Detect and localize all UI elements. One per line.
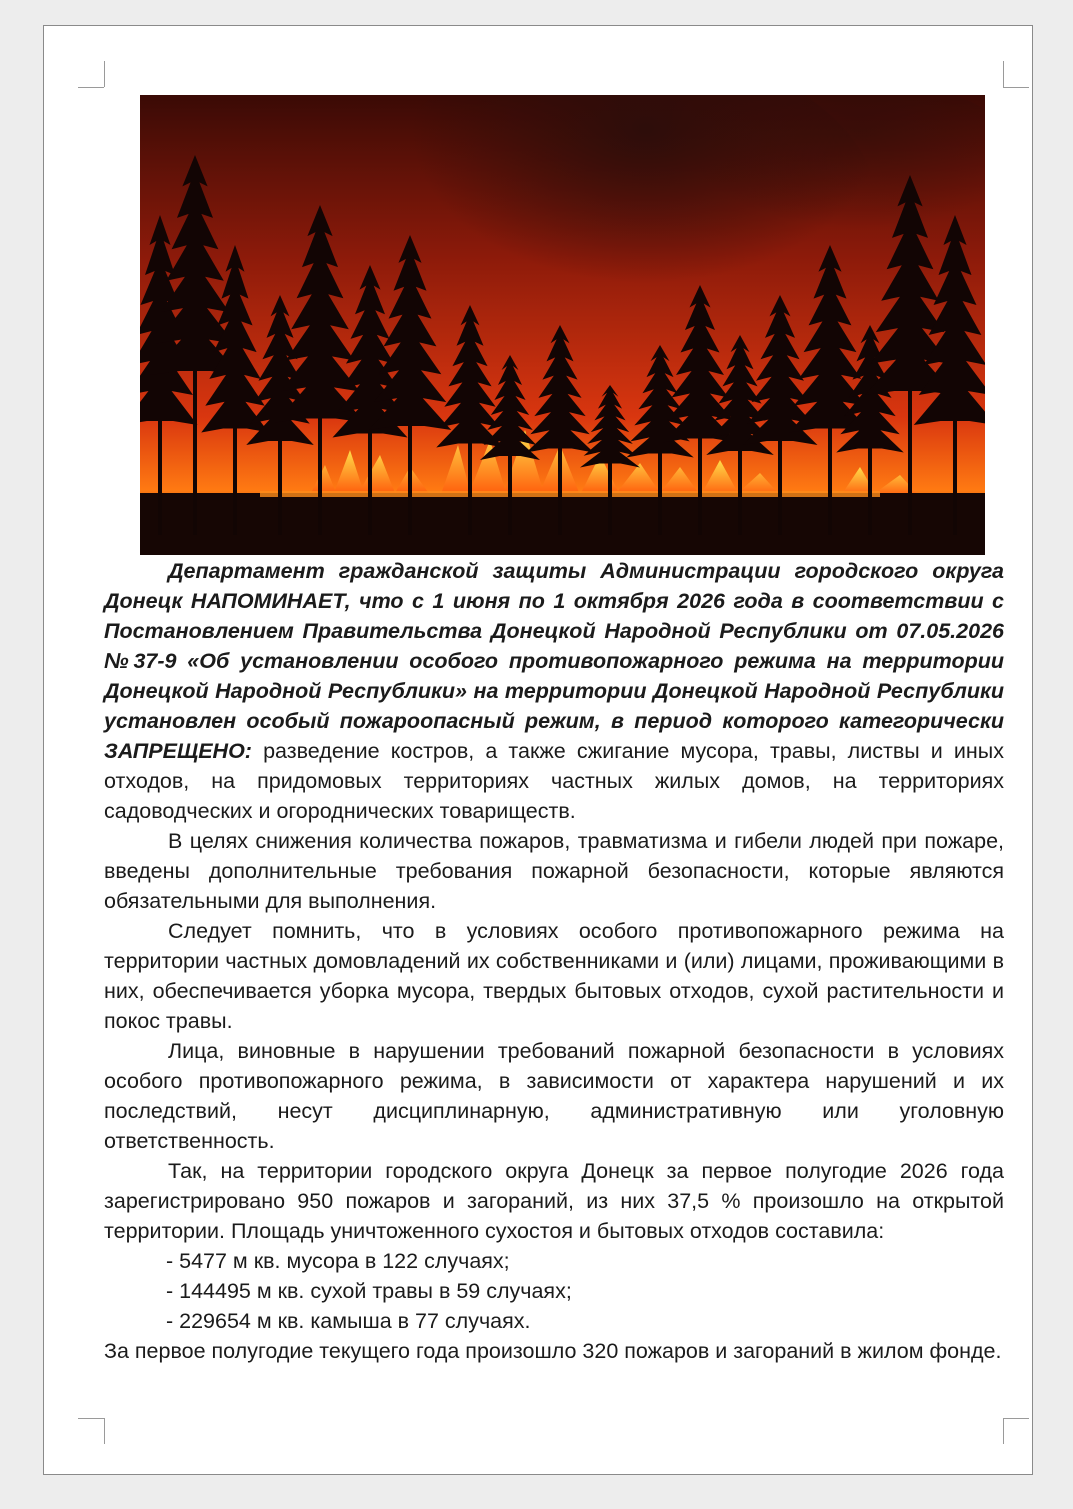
forest-fire-photo bbox=[140, 95, 985, 555]
margin-mark-top-right bbox=[1003, 87, 1029, 88]
paragraph-1 bbox=[104, 556, 1004, 826]
list-item: - 144495 м кв. сухой травы в 59 случаях; bbox=[166, 1279, 572, 1303]
margin-mark-bottom-left bbox=[104, 1418, 105, 1444]
list-item: - 5477 м кв. мусора в 122 случаях; bbox=[166, 1249, 510, 1273]
paragraph-4: Лица, виновные в нарушении требований пожарной безопасности в условиях особого противопожарного режима, в зависимости от характера нарушений и их последствий, несут дисциплинарную, административную или уголовную ответственность. bbox=[104, 1039, 1004, 1153]
margin-mark-top-right bbox=[1003, 61, 1004, 87]
document-page bbox=[43, 25, 1033, 1475]
notice-rest: разведение костров, а также сжигание мусора, травы, листвы и иных отходов, на придомовых территориях частных жилых домов, на территориях садоводческих и огороднических товариществ. bbox=[104, 739, 1004, 823]
paragraph-3: Следует помнить, что в условиях особого противопожарного режима на территории частных домовладений их собственниками и (или) лицами, проживающими в них, обеспечивается уборка мусора, твердых бытовых отходов, сухой растительности и покос травы. bbox=[104, 919, 1004, 1033]
margin-mark-top-left bbox=[78, 87, 104, 88]
paragraph-2: В целях снижения количества пожаров, травматизма и гибели людей при пожаре, введены дополнительные требования пожарной безопасности, которые являются обязательными для выполнения. bbox=[104, 829, 1004, 913]
margin-mark-bottom-right bbox=[1003, 1418, 1029, 1419]
notice-lead: Департамент гражданской защиты Администрации городского округа Донецк НАПОМИНАЕТ, что с 1 июня по 1 октября 2026 года в соответствии с Постановлением Правительства Донецкой Народной Республики от 07.05.2026 №37-9 «Об установлении особого противопожарного режима на территории Донецкой Народной Республики» на территории Донецкой Народной Республики установлен особый пожароопасный режим, в период которого категорически ЗАПРЕЩЕНО: bbox=[104, 559, 1004, 763]
margin-mark-top-left bbox=[104, 61, 105, 87]
paragraph-5: Так, на территории городского округа Донецк за первое полугодие 2026 года зарегистрировано 950 пожаров и загораний, из них 37,5 % произошло на открытой территории. Площадь уничтоженного сухостоя и бытовых отходов составила: bbox=[104, 1159, 1004, 1243]
announcement-text bbox=[104, 556, 1004, 1366]
paragraph-6: За первое полугодие текущего года произошло 320 пожаров и загораний в жилом фонде. bbox=[104, 1339, 1002, 1363]
forest-fire-illustration bbox=[140, 95, 985, 555]
list-item: - 229654 м кв. камыша в 77 случаях. bbox=[166, 1309, 531, 1333]
margin-mark-bottom-right bbox=[1003, 1418, 1004, 1444]
margin-mark-bottom-left bbox=[78, 1418, 104, 1419]
